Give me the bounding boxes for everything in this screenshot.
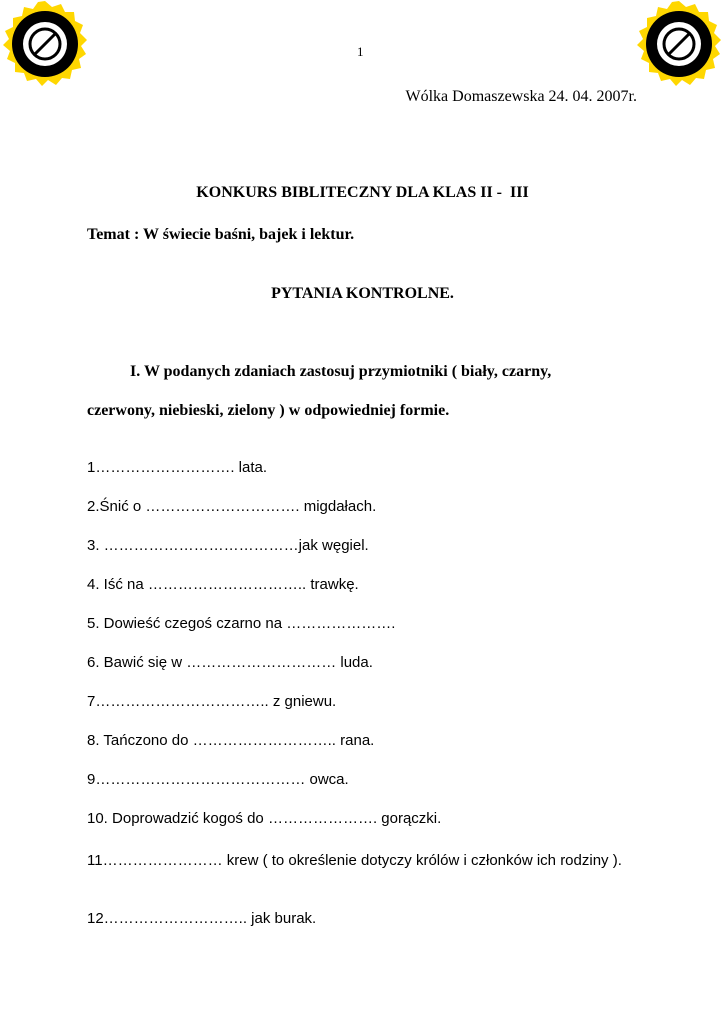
document-subtitle: PYTANIA KONTROLNE. — [271, 285, 454, 302]
abbyy-watermark-badge-left[interactable] — [0, 0, 90, 90]
list-item: 6. Bawić się w ………………………… luda. — [87, 654, 373, 671]
list-item: 7…………………………….. z gniewu. — [87, 693, 337, 710]
list-item: 8. Tańczono do ……………………….. rana. — [87, 732, 375, 749]
abbyy-watermark-badge-right[interactable] — [634, 0, 724, 90]
list-item: 2.Śnić o …………………………. migdałach. — [87, 498, 377, 515]
list-item: 4. Iść na ………………………….. trawkę. — [87, 576, 359, 593]
list-item: 3. …………………………………jak węgiel. — [87, 537, 369, 554]
list-item: 11…………………… krew ( to określenie dotyczy królów i członków ich rodziny ). — [87, 852, 622, 869]
task-instruction-line-2: czerwony, niebieski, zielony ) w odpowiedniej formie. — [87, 402, 450, 419]
task-instruction-line-1: I. W podanych zdaniach zastosuj przymiotniki ( biały, czarny, — [130, 363, 552, 380]
abbyy-badge-icon — [0, 0, 90, 90]
place-date: Wólka Domaszewska 24. 04. 2007r. — [405, 88, 637, 105]
list-item: 12……………………….. jak burak. — [87, 910, 317, 927]
document-title: KONKURS BIBLITECZNY DLA KLAS II - III — [196, 184, 529, 201]
abbyy-badge-icon — [634, 0, 724, 90]
document-topic: Temat : W świecie baśni, bajek i lektur. — [87, 226, 355, 243]
page-number: 1 — [357, 44, 364, 59]
list-item: 9…………………………………… owca. — [87, 771, 349, 788]
list-item: 1………………………. lata. — [87, 459, 268, 476]
list-item: 5. Dowieść czegoś czarno na …………………. — [87, 615, 396, 632]
list-item: 10. Doprowadzić kogoś do …………………. gorączki. — [87, 810, 442, 827]
